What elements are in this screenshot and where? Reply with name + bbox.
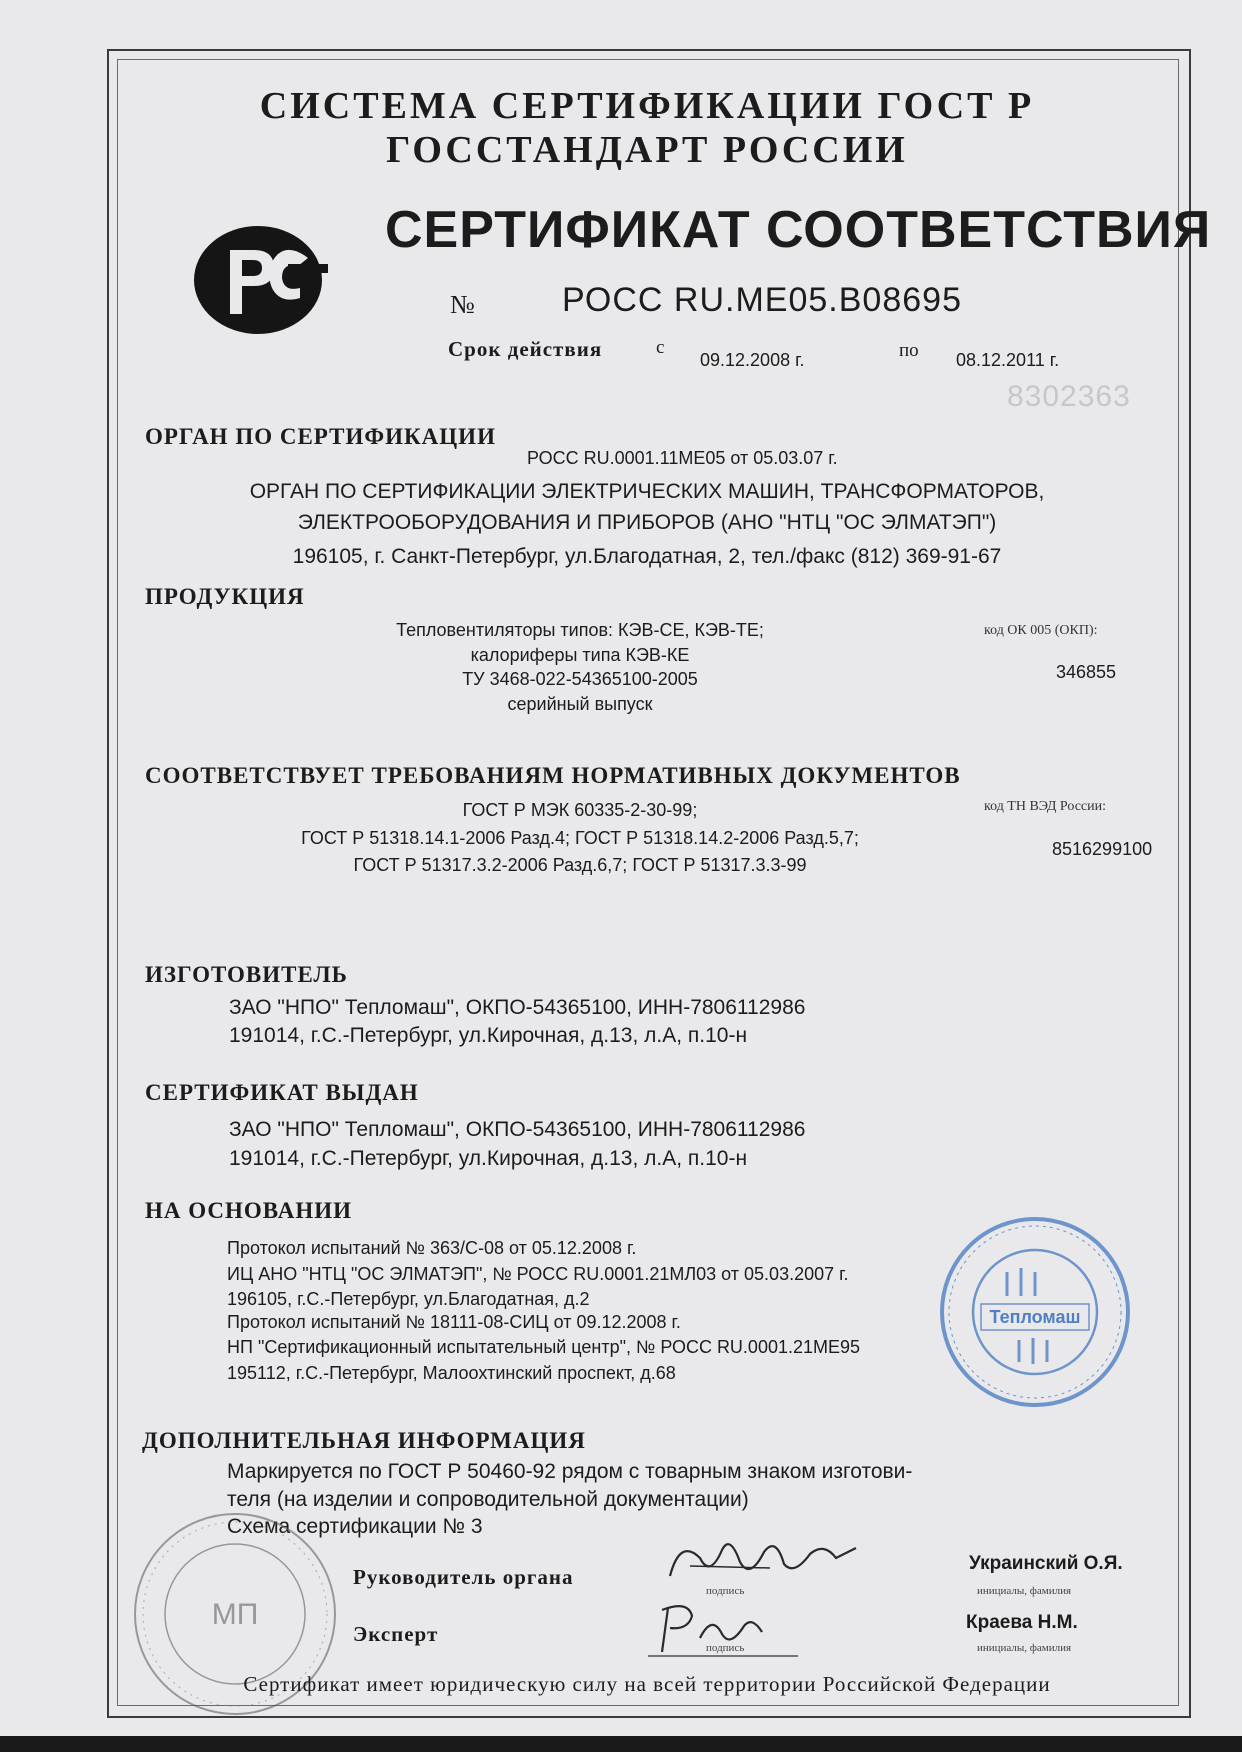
validity-to: 08.12.2011 г. — [956, 350, 1060, 370]
head-signature — [660, 1528, 870, 1598]
head-name-caption: инициалы, фамилия — [977, 1585, 1072, 1597]
head-name: Украинский О.Я. — [969, 1553, 1123, 1574]
rst-mark-icon — [190, 222, 340, 342]
basis-line-2: ИЦ АНО "НТЦ "ОС ЭЛМАТЭП", № РОСС RU.0001.21МЛ03 от 05.03.2007 г. — [227, 1264, 849, 1284]
certification-body-reg: РОСС RU.0001.11МЕ05 от 05.03.07 г. — [527, 448, 838, 468]
product-line-3: ТУ 3468-022-54365100-2005 — [462, 669, 698, 689]
conformity-line-1: ГОСТ Р МЭК 60335-2-30-99; — [462, 800, 698, 820]
head-sign-caption: подпись — [706, 1585, 745, 1597]
basis-line-6: 195112, г.С.-Петербург, Малоохтинский проспект, д.68 — [227, 1363, 676, 1383]
expert-sign-caption: подпись — [706, 1642, 745, 1654]
conformity-code: 8516299100 — [1052, 839, 1153, 859]
validity-to-prefix: по — [899, 340, 919, 361]
additional-heading: ДОПОЛНИТЕЛЬНАЯ ИНФОРМАЦИЯ — [142, 1428, 586, 1453]
validity-from-prefix: с — [656, 337, 665, 358]
svg-text:МП: МП — [211, 1598, 259, 1631]
product-line-4: серийный выпуск — [507, 694, 653, 714]
certification-body-address: 196105, г. Санкт-Петербург, ул.Благодатная, 2, тел./факс (812) 369-91-67 — [292, 545, 1002, 568]
number-prefix: № — [450, 290, 475, 319]
seal-text: Тепломаш — [989, 1307, 1081, 1327]
company-seal-icon — [935, 1212, 1135, 1412]
head-label: Руководитель органа — [353, 1565, 574, 1589]
basis-heading: НА ОСНОВАНИИ — [145, 1198, 352, 1223]
validity-label: Срок действия — [448, 337, 603, 361]
certification-body-name-1: ОРГАН ПО СЕРТИФИКАЦИИ ЭЛЕКТРИЧЕСКИХ МАШИН, ТРАНСФОРМАТОРОВ, — [249, 480, 1045, 503]
basis-line-5: НП "Сертификационный испытательный центр", № РОСС RU.0001.21МЕ95 — [227, 1337, 861, 1357]
serial-watermark: 8302363 — [1007, 380, 1131, 413]
product-heading: ПРОДУКЦИЯ — [145, 584, 305, 609]
conformity-line-3: ГОСТ Р 51317.3.2-2006 Разд.6,7; ГОСТ Р 51317.3.3-99 — [353, 855, 807, 875]
issued-to-line-2: 191014, г.С.-Петербург, ул.Кирочная, д.13, л.А, п.10-н — [229, 1147, 748, 1170]
expert-name-caption: инициалы, фамилия — [977, 1642, 1072, 1654]
conformity-code-label: код ТН ВЭД России: — [984, 799, 1107, 814]
product-line-1: Тепловентиляторы типов: КЭВ-СЕ, КЭВ-ТЕ; — [396, 620, 764, 640]
conformity-heading: СООТВЕТСТВУЕТ ТРЕБОВАНИЯМ НОРМАТИВНЫХ ДОКУМЕНТОВ — [145, 763, 961, 788]
expert-label: Эксперт — [353, 1622, 439, 1646]
basis-line-4: Протокол испытаний № 18111-08-СИЦ от 09.12.2008 г. — [227, 1312, 681, 1332]
expert-name: Краева Н.М. — [966, 1612, 1078, 1633]
certification-body-name-2: ЭЛЕКТРООБОРУДОВАНИЯ И ПРИБОРОВ (АНО "НТЦ "ОС ЭЛМАТЭП") — [297, 511, 997, 534]
validity-from: 09.12.2008 г. — [700, 350, 805, 370]
additional-line-2: теля (на изделии и сопроводительной документации) — [227, 1488, 749, 1511]
scan-edge — [0, 1736, 1242, 1752]
manufacturer-line-2: 191014, г.С.-Петербург, ул.Кирочная, д.13, л.А, п.10-н — [229, 1024, 748, 1047]
basis-line-1: Протокол испытаний № 363/С-08 от 05.12.2008 г. — [227, 1238, 637, 1258]
basis-line-3: 196105, г.С.-Петербург, ул.Благодатная, д.2 — [227, 1289, 590, 1309]
issued-to-heading: СЕРТИФИКАТ ВЫДАН — [145, 1080, 419, 1105]
agency-line: ГОССТАНДАРТ РОССИИ — [386, 129, 908, 171]
manufacturer-heading: ИЗГОТОВИТЕЛЬ — [145, 962, 348, 987]
additional-line-1: Маркируется по ГОСТ Р 50460-92 рядом с товарным знаком изготови- — [227, 1460, 913, 1483]
product-line-2: калориферы типа КЭВ-КЕ — [470, 645, 690, 665]
product-code: 346855 — [1056, 662, 1117, 682]
issued-to-line-1: ЗАО "НПО" Тепломаш", ОКПО-54365100, ИНН-7806112986 — [229, 1118, 806, 1141]
conformity-line-2: ГОСТ Р 51318.14.1-2006 Разд.4; ГОСТ Р 51318.14.2-2006 Разд.5,7; — [301, 828, 859, 848]
footer-legal-note: Сертификат имеет юридическую силу на всей территории Российской Федерации — [243, 1672, 1051, 1696]
system-line: СИСТЕМА СЕРТИФИКАЦИИ ГОСТ Р — [259, 85, 1035, 127]
certificate-title: СЕРТИФИКАТ СООТВЕТСТВИЯ — [385, 201, 1212, 259]
manufacturer-line-1: ЗАО "НПО" Тепломаш", ОКПО-54365100, ИНН-7806112986 — [229, 996, 806, 1019]
certification-body-heading: ОРГАН ПО СЕРТИФИКАЦИИ — [145, 424, 496, 449]
product-code-label: код ОК 005 (ОКП): — [984, 623, 1098, 638]
certificate-number: РОСС RU.ME05.B08695 — [562, 281, 962, 319]
additional-line-3: Схема сертификации № 3 — [227, 1515, 483, 1538]
